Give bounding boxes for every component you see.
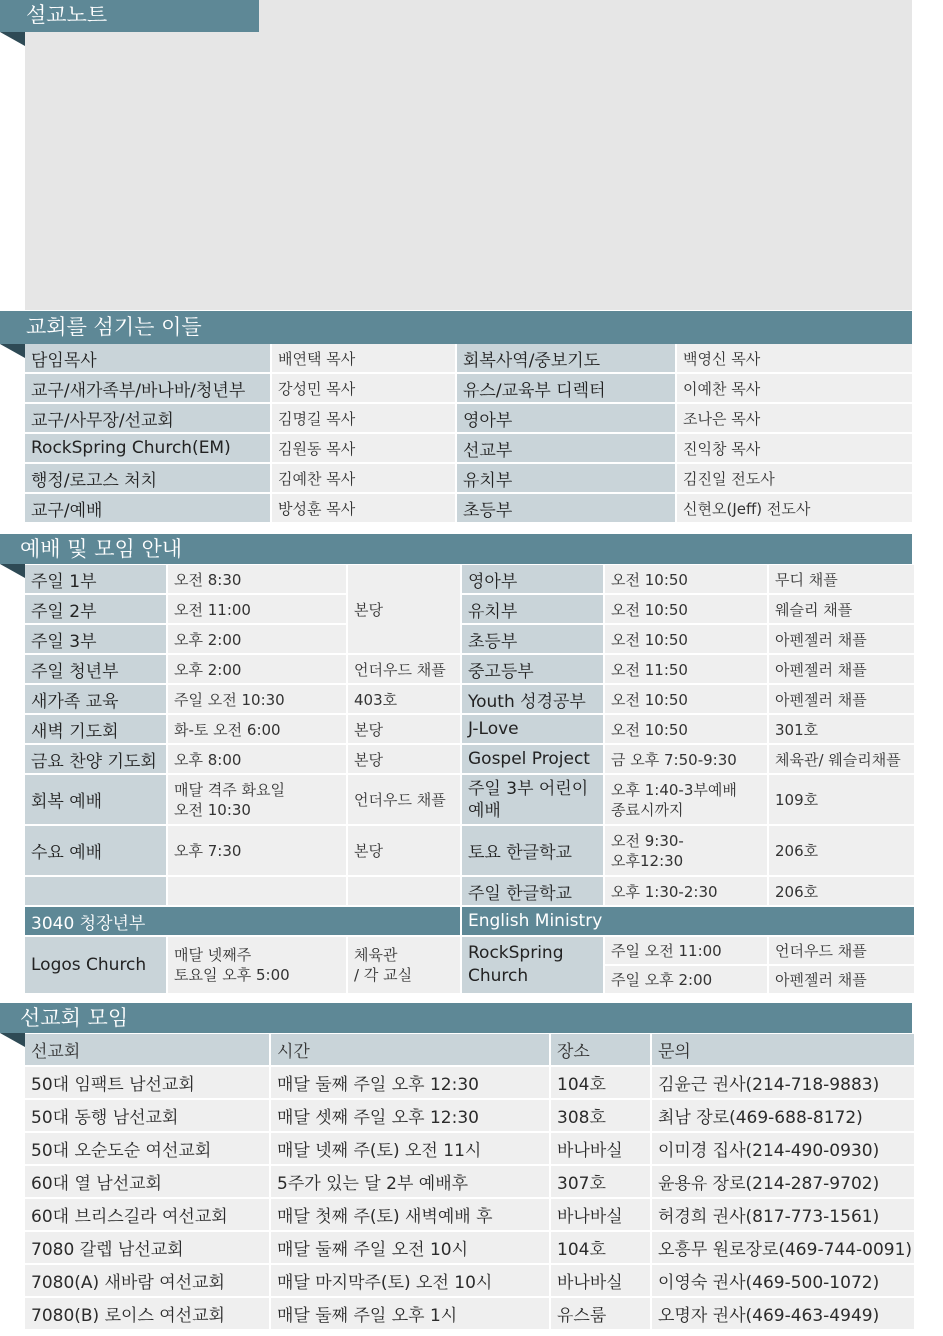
staff-name: 조나은 목사 (677, 404, 912, 432)
mission-time: 매달 둘째 주일 오후 12:30 (271, 1067, 549, 1098)
worship-row (25, 715, 914, 743)
worship-row (25, 685, 914, 713)
staff-row (25, 404, 912, 432)
sermon-notes-header: 설교노트 (0, 0, 259, 32)
staff-name: 강성민 목사 (272, 374, 455, 402)
mission-time: 매달 마지막주(토) 오전 10시 (271, 1265, 549, 1296)
service-time-right: 오전 10:50 (605, 685, 767, 713)
service-time-right: 오전 11:50 (605, 655, 767, 683)
worship-row (25, 745, 914, 773)
mission-contact: 허경희 권사(817-773-1561) (652, 1199, 914, 1230)
mission-fold (0, 1033, 25, 1047)
mission-group: 60대 브리스길라 여선교회 (25, 1199, 269, 1230)
mission-group: 7080(B) 로이스 여선교회 (25, 1298, 269, 1329)
service-time-line: 오후12:30 (611, 851, 684, 870)
staff-name: 김예찬 목사 (272, 464, 455, 492)
staff-row (25, 434, 912, 462)
staff-name: 김명길 목사 (272, 404, 455, 432)
service-time: 오후 8:00 (168, 745, 346, 773)
mission-contact: 최남 장로(469-688-8172) (652, 1100, 914, 1131)
staff-role: 회복사역/중보기도 (457, 344, 675, 372)
worship-header: 예배 및 모임 안내 (0, 534, 912, 564)
service-time-line: 오전 9:30- (611, 831, 684, 850)
mission-place: 바나바실 (551, 1199, 650, 1230)
service-time-line: 오후 1:40-3부예배 (611, 780, 737, 799)
staff-row (25, 374, 912, 402)
mission-place: 308호 (551, 1100, 650, 1131)
service-time: 오전 8:30 (168, 565, 346, 593)
mission-row (25, 1232, 914, 1263)
service-time-right (605, 826, 767, 875)
service-place-right: 무디 채플 (769, 565, 914, 593)
mission-group: 60대 열 남선교회 (25, 1166, 269, 1197)
mission-place: 104호 (551, 1067, 650, 1098)
mission-place: 바나바실 (551, 1133, 650, 1164)
english-ministry-subheader: English Ministry (462, 907, 914, 935)
young-adult-subheader: 3040 청장년부 (25, 907, 460, 935)
mission-row (25, 1067, 914, 1098)
mission-contact: 김윤근 권사(214-718-9883) (652, 1067, 914, 1098)
service-place-right: 109호 (769, 775, 914, 824)
mission-place: 바나바실 (551, 1265, 650, 1296)
service-name: 수요 예배 (25, 826, 166, 875)
mission-row (25, 1133, 914, 1164)
service-time-right: 오전 10:50 (605, 565, 767, 593)
service-name-line: 예배 (468, 800, 501, 821)
mission-row (25, 1298, 914, 1329)
service-name: 주일 1부 (25, 565, 166, 593)
service-name-right: 유치부 (462, 595, 603, 623)
mission-time: 매달 넷째 주(토) 오전 11시 (271, 1133, 549, 1164)
mission-row (25, 1199, 914, 1230)
service-name-line: RockSpring (468, 943, 564, 963)
service-place-right: 웨슬리 채플 (769, 595, 914, 623)
logos-church-place (348, 937, 460, 993)
mission-contact: 이미경 집사(214-490-0930) (652, 1133, 914, 1164)
service-time: 화-토 오전 6:00 (168, 715, 346, 743)
mission-place: 104호 (551, 1232, 650, 1263)
mission-group: 50대 임팩트 남선교회 (25, 1067, 269, 1098)
service-name: 금요 찬양 기도회 (25, 745, 166, 773)
service-time-right: 오후 1:30-2:30 (605, 877, 767, 905)
mission-time: 매달 첫째 주(토) 새벽예배 후 (271, 1199, 549, 1230)
worship-fold (0, 564, 25, 578)
mission-row (25, 1100, 914, 1131)
mission-header-row (25, 1034, 914, 1065)
rockspring-time-1: 주일 오전 11:00 (605, 937, 767, 964)
mission-column-header: 문의 (652, 1034, 914, 1065)
service-time (168, 775, 346, 824)
service-place: 403호 (348, 685, 460, 713)
staff-role: 교구/새가족부/바나바/청년부 (25, 374, 270, 402)
staff-role: 행정/로고스 처치 (25, 464, 270, 492)
worship-row (25, 877, 914, 905)
staff-header: 교회를 섬기는 이들 (0, 311, 912, 344)
service-name (25, 877, 166, 905)
staff-name: 진익창 목사 (677, 434, 912, 462)
service-place-right: 아펜젤러 채플 (769, 625, 914, 653)
service-name-line: Church (468, 966, 529, 986)
service-name: 주일 2부 (25, 595, 166, 623)
service-name-right: 중고등부 (462, 655, 603, 683)
mission-row (25, 1166, 914, 1197)
worship-row (25, 775, 914, 824)
logos-church-name: Logos Church (25, 937, 166, 993)
service-time: 주일 오전 10:30 (168, 685, 346, 713)
rockspring-church-name (462, 937, 603, 993)
service-name: 주일 3부 (25, 625, 166, 653)
mission-contact: 윤용유 장로(214-287-9702) (652, 1166, 914, 1197)
staff-role: 교구/예배 (25, 494, 270, 522)
staff-name: 이예찬 목사 (677, 374, 912, 402)
service-time-line: 오전 10:30 (174, 800, 251, 819)
staff-name: 백영신 목사 (677, 344, 912, 372)
service-place (348, 877, 460, 905)
staff-role: 유스/교육부 디렉터 (457, 374, 675, 402)
worship-row (25, 595, 914, 623)
service-name-right: 주일 한글학교 (462, 877, 603, 905)
service-name-right: 토요 한글학교 (462, 826, 603, 875)
worship-row (25, 826, 914, 875)
mission-group: 50대 동행 남선교회 (25, 1100, 269, 1131)
staff-name: 김진일 전도사 (677, 464, 912, 492)
staff-role: RockSpring Church(EM) (25, 434, 270, 462)
service-place: 본당 (348, 565, 460, 653)
service-place-right: 아펜젤러 채플 (769, 655, 914, 683)
staff-row (25, 494, 912, 522)
service-name-right: J-Love (462, 715, 603, 743)
service-place: 언더우드 채플 (348, 775, 460, 824)
mission-group: 7080(A) 새바람 여선교회 (25, 1265, 269, 1296)
staff-role: 교구/사무장/선교회 (25, 404, 270, 432)
service-time-line: 토요일 오후 5:00 (174, 966, 290, 984)
service-place-line: 체육관 (354, 946, 398, 964)
service-time (168, 877, 346, 905)
service-place-right: 아펜젤러 채플 (769, 685, 914, 713)
staff-name: 신현오(Jeff) 전도사 (677, 494, 912, 522)
mission-column-header: 장소 (551, 1034, 650, 1065)
service-place: 본당 (348, 715, 460, 743)
worship-table (23, 563, 916, 995)
mission-contact: 오명자 권사(469-463-4949) (652, 1298, 914, 1329)
service-name-right (462, 775, 603, 824)
service-time-right: 오전 10:50 (605, 595, 767, 623)
service-name-right: 초등부 (462, 625, 603, 653)
service-name: 새벽 기도회 (25, 715, 166, 743)
staff-fold (0, 344, 25, 358)
mission-group: 7080 갈렙 남선교회 (25, 1232, 269, 1263)
mission-place: 유스룸 (551, 1298, 650, 1329)
service-place: 본당 (348, 826, 460, 875)
worship-row (25, 937, 914, 964)
service-place-right: 301호 (769, 715, 914, 743)
service-name-right: Gospel Project (462, 745, 603, 773)
staff-role: 유치부 (457, 464, 675, 492)
ministry-subheader-row (25, 907, 914, 935)
rockspring-time-2: 주일 오후 2:00 (605, 966, 767, 993)
staff-row (25, 344, 912, 372)
staff-row (25, 464, 912, 492)
service-time-line: 매달 격주 화요일 (174, 780, 285, 799)
sermon-notes-fold (0, 32, 25, 46)
worship-row (25, 625, 914, 653)
service-place-right: 206호 (769, 877, 914, 905)
sermon-notes-area (25, 0, 912, 310)
staff-role: 영아부 (457, 404, 675, 432)
mission-row (25, 1265, 914, 1296)
mission-column-header: 시간 (271, 1034, 549, 1065)
mission-table (23, 1032, 916, 1331)
service-time: 오후 7:30 (168, 826, 346, 875)
staff-name: 방성훈 목사 (272, 494, 455, 522)
rockspring-place-2: 아펜젤러 채플 (769, 966, 914, 993)
mission-time: 매달 셋째 주일 오후 12:30 (271, 1100, 549, 1131)
service-place: 언더우드 채플 (348, 655, 460, 683)
logos-church-time (168, 937, 346, 993)
service-name-right: 영아부 (462, 565, 603, 593)
staff-table (23, 342, 914, 524)
service-time: 오후 2:00 (168, 655, 346, 683)
service-time: 오전 11:00 (168, 595, 346, 623)
service-time-right: 오전 10:50 (605, 625, 767, 653)
worship-row (25, 655, 914, 683)
mission-group: 50대 오순도순 여선교회 (25, 1133, 269, 1164)
rockspring-place-1: 언더우드 채플 (769, 937, 914, 964)
service-time-line: 매달 넷째주 (174, 946, 252, 964)
service-name-right: Youth 성경공부 (462, 685, 603, 713)
mission-time: 매달 둘째 주일 오후 1시 (271, 1298, 549, 1329)
mission-place: 307호 (551, 1166, 650, 1197)
service-place-right: 206호 (769, 826, 914, 875)
service-name-line: 주일 3부 어린이 (468, 778, 589, 799)
mission-column-header: 선교회 (25, 1034, 269, 1065)
mission-contact: 이영숙 권사(469-500-1072) (652, 1265, 914, 1296)
service-time-right: 오전 10:50 (605, 715, 767, 743)
service-place-right: 체육관/ 웨슬리채플 (769, 745, 914, 773)
service-time-line: 종료시까지 (611, 800, 684, 819)
staff-role: 선교부 (457, 434, 675, 462)
service-name: 새가족 교육 (25, 685, 166, 713)
staff-name: 김원동 목사 (272, 434, 455, 462)
staff-name: 배연택 목사 (272, 344, 455, 372)
staff-role: 초등부 (457, 494, 675, 522)
staff-role: 담임목사 (25, 344, 270, 372)
mission-time: 매달 둘째 주일 오전 10시 (271, 1232, 549, 1263)
service-time: 오후 2:00 (168, 625, 346, 653)
service-time-right: 금 오후 7:50-9:30 (605, 745, 767, 773)
worship-row (25, 565, 914, 593)
service-time-right (605, 775, 767, 824)
service-place-line: / 각 교실 (354, 966, 413, 984)
mission-time: 5주가 있는 달 2부 예배후 (271, 1166, 549, 1197)
service-place: 본당 (348, 745, 460, 773)
mission-header: 선교회 모임 (0, 1003, 912, 1033)
service-name: 주일 청년부 (25, 655, 166, 683)
service-name: 회복 예배 (25, 775, 166, 824)
mission-contact: 오흥무 원로장로(469-744-0091) (652, 1232, 914, 1263)
